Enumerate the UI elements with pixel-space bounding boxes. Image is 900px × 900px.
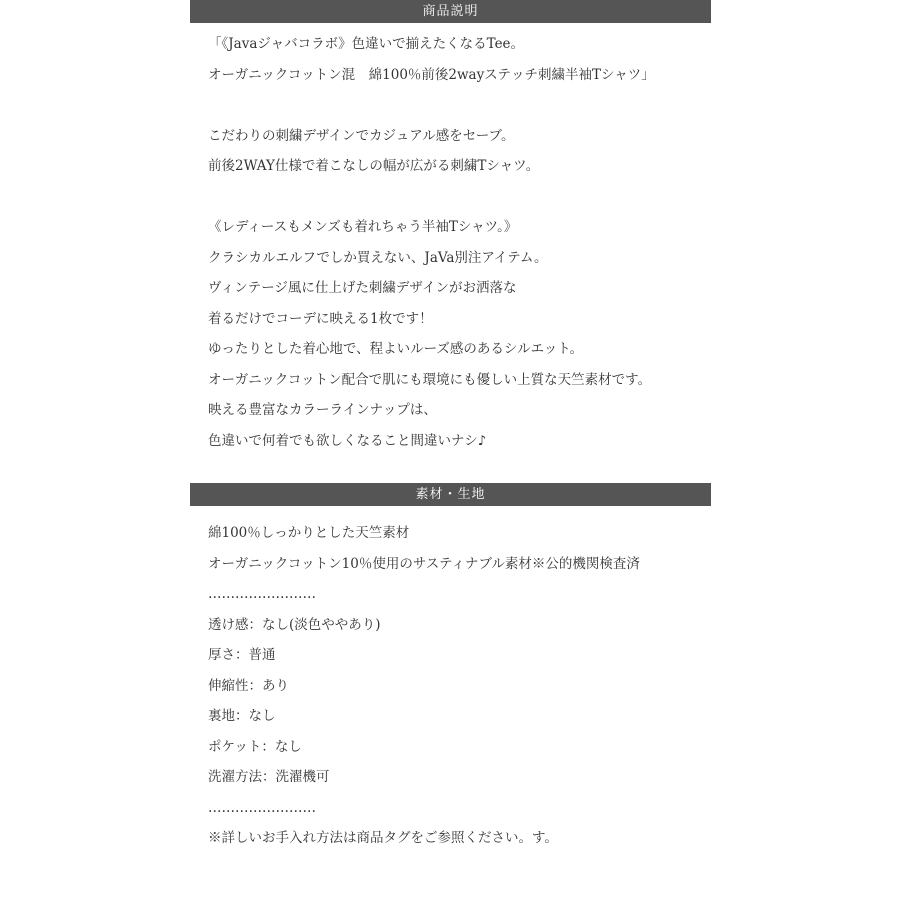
section-header-description: 商品説明	[190, 0, 711, 23]
description-line: ゆったりとした着心地で、程よいルーズ感のあるシルエット。	[208, 341, 584, 357]
material-spec-line: 厚さ：普通	[208, 647, 276, 663]
blank-line	[208, 182, 708, 213]
description-line: 映える豊富なカラーラインナップは、	[208, 402, 437, 418]
divider-dots: ……………………	[208, 799, 316, 816]
description-line: 色違いで何着でも欲しくなること間違いナシ♪	[208, 432, 487, 449]
material-line: オーガニックコットン10％使用のサスティナブル素材※公的機関検査済	[208, 555, 640, 572]
description-line: ヴィンテージ風に仕上げた刺繍デザインがお洒落な	[208, 280, 517, 296]
description-line: オーガニックコットン混 綿100％前後2wayステッチ刺繍半袖Tシャツ」	[208, 66, 655, 83]
material-spec-line: 伸縮性：あり	[208, 677, 289, 694]
description-text-block	[208, 29, 708, 456]
description-line: クラシカルエルフでしか買えない、JaVa別注アイテム。	[208, 249, 548, 266]
description-line: 「《Javaジャバコラボ》色違いで揃えたくなるTee。	[208, 36, 525, 52]
blank-line	[208, 90, 708, 121]
divider-dots: ……………………	[208, 586, 316, 602]
material-line: 綿100％しっかりとした天竺素材	[208, 525, 410, 541]
material-text-block	[208, 518, 708, 854]
material-spec-line: 裏地：なし	[208, 708, 276, 724]
description-line: こだわりの刺繍デザインでカジュアル感をセーブ。	[208, 127, 515, 144]
description-line: 前後2WAY仕様で着こなしの幅が広がる刺繍Tシャツ。	[208, 158, 540, 174]
material-spec-line: 透け感：なし(淡色ややあり)	[208, 616, 381, 633]
description-line: 着るだけでコーデに映える1枚です！	[208, 310, 433, 327]
description-line: 《レディースもメンズも着れちゃう半袖Tシャツ。》	[208, 219, 518, 235]
material-spec-line: ポケット：なし	[208, 738, 302, 755]
material-spec-line: 洗濯方法：洗濯機可	[208, 769, 330, 785]
description-line: オーガニックコットン配合で肌にも環境にも優しい上質な天竺素材です。	[208, 371, 652, 388]
care-note: ※詳しいお手入れ方法は商品タグをご参照ください。す。	[208, 830, 558, 846]
section-header-material: 素材・生地	[190, 483, 711, 506]
